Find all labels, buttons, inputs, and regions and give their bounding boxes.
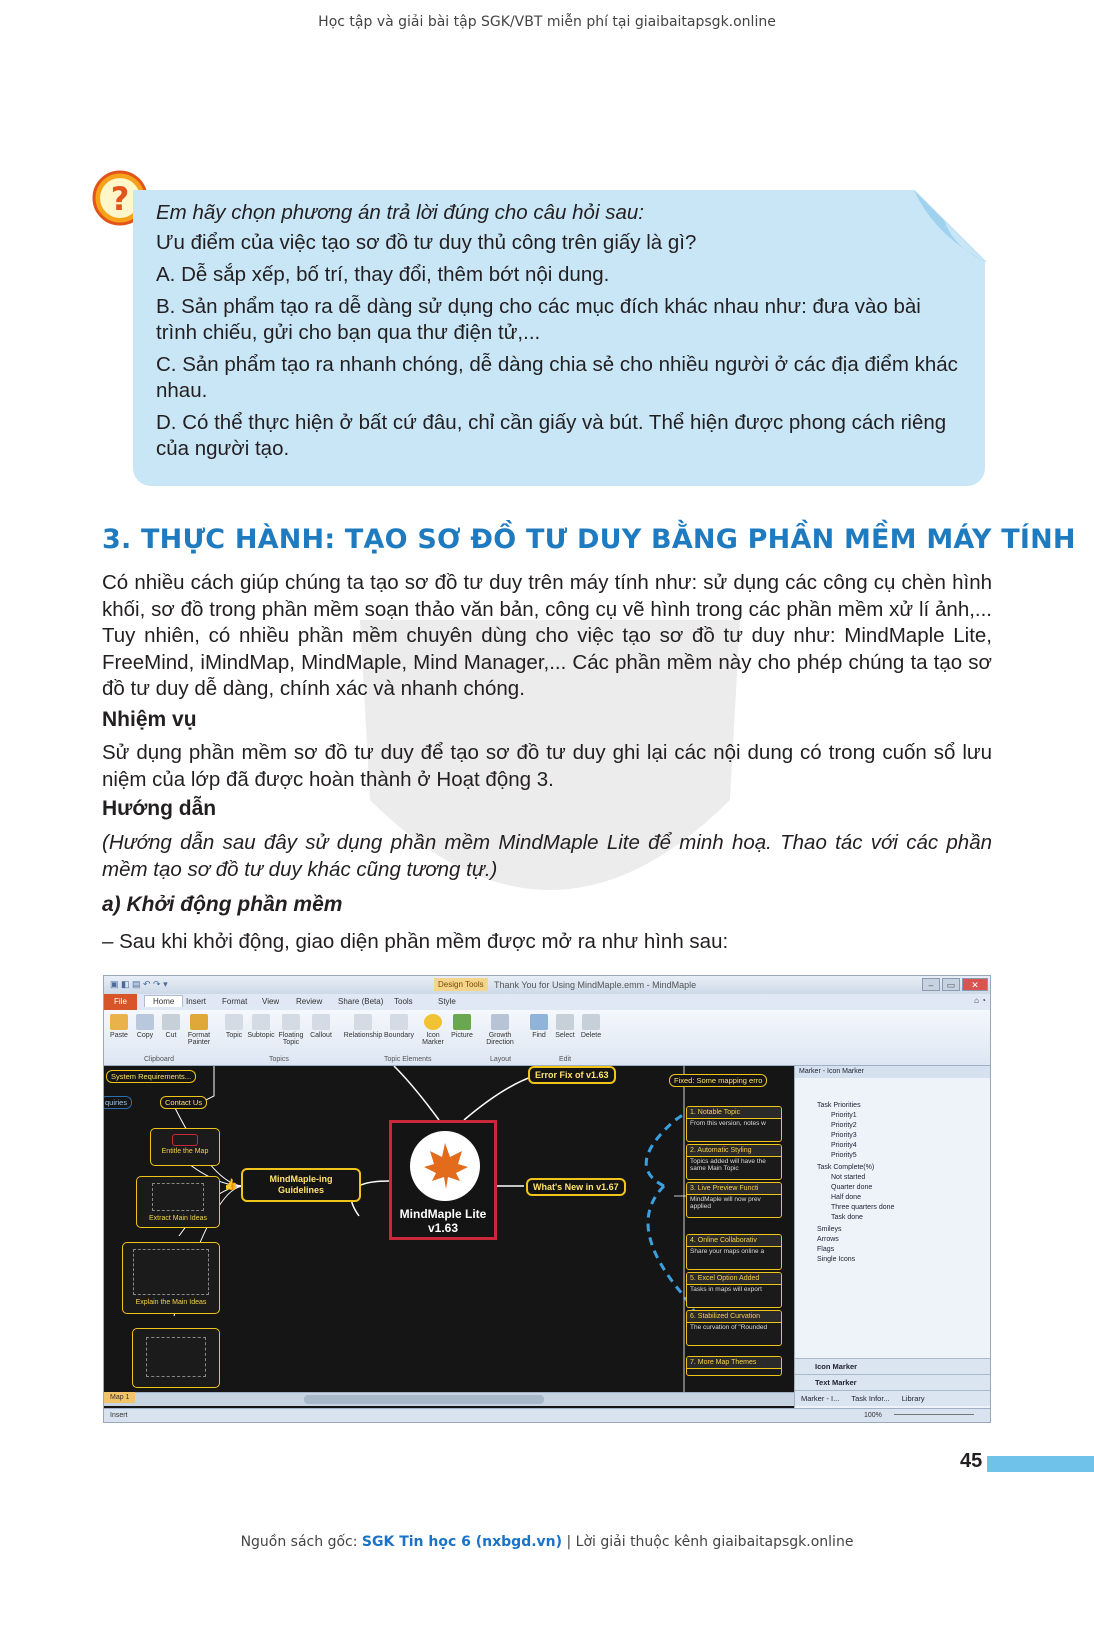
panel-tab-task-info[interactable]: Task Infor... (851, 1394, 890, 1403)
guide-heading: Hướng dẫn (102, 797, 217, 820)
horizontal-scrollbar[interactable] (104, 1392, 794, 1406)
topic-1[interactable]: 1. Notable Topic From this version, notes w (686, 1106, 782, 1142)
group-topic-elements: Topic Elements (384, 1056, 432, 1063)
zoom-level: 100% (864, 1412, 882, 1419)
menu-tools[interactable]: Tools (394, 997, 413, 1006)
marker-panel-title: Marker - Icon Marker (795, 1066, 991, 1078)
panel-tab-marker[interactable]: Marker - I... (801, 1394, 840, 1403)
marker-row[interactable]: Priority5 (831, 1152, 857, 1159)
task-heading: Nhiệm vụ (102, 708, 197, 731)
picture-button[interactable]: Picture (447, 1014, 477, 1039)
boundary-button[interactable]: Boundary (384, 1014, 414, 1039)
panel-tabs (795, 1390, 991, 1406)
guide-note: (Hướng dẫn sau đây sử dụng phần mềm MindMaple Lite để minh hoạ. Thao tác với các phần mềm tạo sơ đồ tư duy khác cũng tương tự.) (102, 831, 992, 881)
marker-row[interactable]: Priority3 (831, 1132, 857, 1139)
footer-prefix: Nguồn sách gốc: (240, 1534, 362, 1550)
quick-access-icons: ▣ ◧ ▤ ↶ ↷ ▾ (110, 979, 168, 989)
node-map-image[interactable] (132, 1328, 220, 1388)
relationship-button[interactable]: Relationship (342, 1014, 384, 1039)
menu-view[interactable]: View (262, 997, 280, 1006)
marker-row[interactable]: Task Complete(%) (817, 1164, 875, 1171)
page-footer (0, 1534, 1094, 1550)
menu-review[interactable]: Review (296, 997, 323, 1006)
menu-home[interactable]: Home (144, 995, 183, 1007)
menu-format[interactable]: Format (222, 997, 248, 1006)
marker-row[interactable]: Priority1 (831, 1112, 857, 1119)
cut-button[interactable]: Cut (156, 1014, 186, 1039)
group-topics: Topics (269, 1056, 289, 1063)
node-mindmaple-guidelines[interactable]: MindMaple-ing Guidelines (241, 1168, 361, 1202)
map-canvas[interactable] (104, 1066, 794, 1408)
status-mode: Insert (110, 1412, 128, 1419)
floating-topic-button[interactable]: Floating Topic (276, 1014, 306, 1046)
group-layout: Layout (490, 1056, 512, 1063)
central-node-label: MindMaple Lite v1.63 (399, 1207, 487, 1235)
marker-row[interactable]: Half done (831, 1194, 861, 1201)
marker-row[interactable]: Three quarters done (831, 1204, 895, 1211)
step-a-heading: a) Khởi động phần mềm (102, 893, 343, 916)
copy-button[interactable]: Copy (130, 1014, 160, 1039)
marker-row[interactable]: Smileys (817, 1226, 842, 1233)
page-number-bar (987, 1456, 1094, 1472)
option-c: C. Sản phẩm tạo ra nhanh chóng, dễ dàng chia sẻ cho nhiều người ở các địa điểm khác nhau. (156, 353, 958, 402)
node-extract-main-ideas[interactable]: Extract Main Ideas (136, 1176, 220, 1228)
growth-direction-button[interactable]: Growth Direction (482, 1014, 518, 1046)
central-node[interactable] (389, 1120, 497, 1240)
node-contact-us[interactable]: Contact Us (160, 1096, 207, 1109)
icon-marker-tab[interactable]: Icon Marker (795, 1358, 991, 1374)
option-a: A. Dễ sắp xếp, bố trí, thay đổi, thêm bớt nội dung. (156, 263, 610, 286)
minimize-icon[interactable]: – (922, 978, 940, 991)
icon-marker-button[interactable]: Icon Marker (418, 1014, 448, 1046)
zoom-slider[interactable] (894, 1414, 974, 1420)
node-fixed-mapping[interactable]: Fixed: Some mapping erro (669, 1074, 767, 1087)
delete-button[interactable]: Delete (576, 1014, 606, 1039)
panel-tab-library[interactable]: Library (901, 1394, 925, 1403)
mindmaple-screenshot (103, 975, 991, 1423)
section-title: 3. THỰC HÀNH: TẠO SƠ ĐỒ TƯ DUY BẰNG PHẦN MỀM MÁY TÍNH (102, 524, 1076, 555)
marker-row[interactable]: Task done (831, 1214, 863, 1221)
status-bar (104, 1408, 991, 1423)
node-enquiries[interactable]: quiries (104, 1096, 132, 1109)
topic-7[interactable]: 7. More Map Themes (686, 1356, 782, 1376)
window-titlebar (104, 976, 991, 994)
group-clipboard: Clipboard (144, 1056, 174, 1063)
maximize-icon[interactable]: ▭ (942, 978, 960, 991)
marker-row[interactable]: Not started (831, 1174, 866, 1181)
topic-button[interactable]: Topic (219, 1014, 249, 1039)
question-prompt: Ưu điểm của việc tạo sơ đồ tư duy thủ công trên giấy là gì? (156, 231, 697, 254)
menu-style[interactable]: Style (438, 997, 456, 1006)
topic-5[interactable]: 5. Excel Option Added Tasks in maps will export (686, 1272, 782, 1308)
node-system-requirements[interactable]: System Requirements... (106, 1070, 196, 1083)
node-error-fix[interactable]: Error Fix of v1.63 (528, 1066, 616, 1084)
marker-row[interactable]: Arrows (817, 1236, 839, 1243)
select-button[interactable]: Select (550, 1014, 580, 1039)
page-header: Học tập và giải bài tập SGK/VBT miễn phí tại giaibaitapsgk.online (318, 14, 776, 30)
design-tools-tab: Design Tools (434, 978, 488, 991)
question-lead: Em hãy chọn phương án trả lời đúng cho câu hỏi sau: (156, 201, 644, 224)
task-paragraph: Sử dụng phần mềm sơ đồ tư duy để tạo sơ đồ tư duy ghi lại các nội dung có trong cuốn sổ lưu niệm của lớp đã được hoàn thành ở Hoạt động 3. (102, 741, 992, 791)
option-b: B. Sản phẩm tạo ra dễ dàng sử dụng cho các mục đích khác nhau như: đưa vào bài trình chiếu, gửi cho bạn qua thư điện tử,... (156, 295, 921, 344)
footer-book-link[interactable]: SGK Tin học 6 (nxbgd.vn) (361, 1534, 563, 1550)
step-a-text: – Sau khi khởi động, giao diện phần mềm được mở ra như hình sau: (102, 930, 729, 953)
text-marker-tab[interactable]: Text Marker (795, 1374, 991, 1390)
group-edit: Edit (559, 1056, 572, 1063)
page-number: 45 (960, 1450, 983, 1472)
thumb-icon: 👍 (224, 1179, 238, 1191)
marker-row[interactable]: Flags (817, 1246, 835, 1253)
menu-insert[interactable]: Insert (186, 997, 207, 1006)
option-d: D. Có thể thực hiện ở bất cứ đâu, chỉ cần giấy và bút. Thể hiện được phong cách riêng của người tạo. (156, 411, 947, 460)
ribbon (104, 1010, 991, 1066)
topic-6[interactable]: 6. Stabilized Curvation The curvation of "Rounded (686, 1310, 782, 1346)
marker-row[interactable]: Priority4 (831, 1142, 857, 1149)
callout-button[interactable]: Callout (306, 1014, 336, 1039)
topic-2[interactable]: 2. Automatic Styling Topics added will have the same Main Topic (686, 1144, 782, 1180)
node-explain-main-ideas[interactable]: Explain the Main Ideas (122, 1242, 220, 1314)
marker-row[interactable]: Task Priorities (817, 1102, 861, 1109)
topic-3[interactable]: 3. Live Preview Functi MindMaple will now prev applied (686, 1182, 782, 1218)
menu-bar (104, 994, 991, 1010)
node-entitle-the-map[interactable]: Entitle the Map (150, 1128, 220, 1166)
subtopic-button[interactable]: Subtopic (246, 1014, 276, 1039)
node-whats-new[interactable]: What's New in v1.67 (526, 1178, 626, 1196)
menu-file[interactable]: File (104, 994, 137, 1010)
svg-text:?: ? (110, 180, 130, 218)
footer-suffix: | Lời giải thuộc kênh giaibaitapsgk.online (562, 1534, 854, 1550)
marker-row[interactable]: Priority2 (831, 1122, 857, 1129)
marker-row[interactable]: Quarter done (831, 1184, 873, 1191)
marker-row[interactable]: Single Icons (817, 1256, 856, 1263)
find-button[interactable]: Find (524, 1014, 554, 1039)
topic-4[interactable]: 4. Online Collaborativ Share your maps online a (686, 1234, 782, 1270)
format-painter-button[interactable]: Format Painter (184, 1014, 214, 1046)
paste-button[interactable]: Paste (104, 1014, 134, 1039)
menu-share[interactable]: Share (Beta) (338, 997, 384, 1006)
intro-paragraph: Có nhiều cách giúp chúng ta tạo sơ đồ tư duy trên máy tính như: sử dụng các công cụ chèn hình khối, sơ đồ trong phần mềm soạn thảo văn bản, công cụ vẽ hình trong các phần mềm xử lí ảnh,... Tuy nhiên, có nhiều phần mềm chuyên dùng cho việc tạo sơ đồ tư duy như: MindMaple Lite, FreeMind, iMindMap, MindMaple, Mind Manager,... Các phần mềm này cho phép chúng ta tạo sơ đồ tư duy dễ dàng, chính xác và nhanh chóng. (102, 571, 992, 700)
close-icon[interactable]: ✕ (962, 978, 988, 991)
map-tab[interactable]: Map 1 (104, 1392, 135, 1403)
maple-leaf-icon (410, 1131, 480, 1201)
window-title: Thank You for Using MindMaple.emm - MindMaple (494, 980, 697, 990)
marker-panel (794, 1066, 991, 1408)
help-icon[interactable]: ⌂ ◔ (974, 996, 986, 1005)
question-content (156, 200, 966, 468)
